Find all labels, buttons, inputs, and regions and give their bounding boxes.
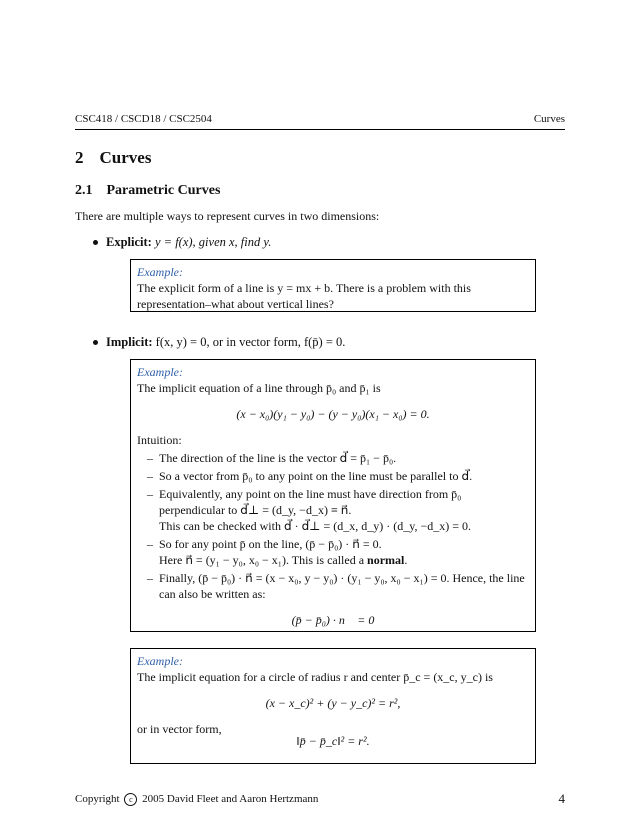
example-label: Example: (137, 654, 183, 668)
equation: (p̄ − p̄₀) · n⃗ = 0 (291, 613, 375, 627)
equation: (x − x_c)² + (y − y_c)² = r², (265, 696, 401, 710)
page-number: 4 (558, 791, 565, 806)
bullet-text: y = f(x), given x, find y. (154, 235, 272, 249)
copyright-icon: c (124, 793, 137, 806)
footer-copyright: Copyright (75, 793, 120, 805)
section-title-text: Curves (99, 148, 152, 167)
section-title (75, 148, 151, 168)
example-label: Example: (137, 265, 183, 279)
intuition-list (137, 450, 529, 602)
section-number: 2 (75, 148, 84, 167)
header-chapter: Curves (533, 113, 565, 125)
bullet-text: f(x, y) = 0, or in vector form, f(p̄) = 0. (155, 335, 346, 349)
equation: ‖p̄ − p̄_c‖² = r². (296, 734, 370, 748)
list-item: – So a vector from p̄₀ to any point on the line must be parallel to d⃗. (147, 468, 529, 484)
bullet-dot (93, 340, 98, 345)
example-text: representation–what about vertical lines? (137, 297, 334, 311)
list-item: – Finally, (p̄ − p̄₀) · n⃗ = (x − x₀, y − y₀) · (y₁ − y₀, x₀ − x₁) = 0. Hence, the line can also be written as: (147, 570, 529, 602)
bullet-explicit (93, 235, 271, 250)
example-text: The explicit form of a line is y = mx + b. There is a problem with this (137, 281, 471, 295)
intro-paragraph: There are multiple ways to represent curves in two dimensions: (75, 209, 380, 223)
list-item: – The direction of the line is the vector d⃗ = p̄₁ − p̄₀. (147, 450, 529, 466)
example-text: The implicit equation of a line through p̄₀ and p̄₁ is (137, 381, 381, 395)
subsection-title (75, 183, 220, 199)
bold-term: normal (367, 553, 405, 567)
example-text: or in vector form, (137, 722, 222, 736)
footer-authors: 2005 David Fleet and Aaron Hertzmann (142, 793, 319, 805)
header-rule (75, 129, 565, 130)
example-box-explicit (130, 259, 536, 312)
subsection-title-text: Parametric Curves (106, 183, 221, 198)
list-item-text: This can be checked with d⃗ · d⃗⊥ = (d_x, d_y) · (d_y, −d_x) = 0. (159, 519, 471, 533)
list-item-text: Equivalently, any point on the line must have direction from p̄₀ perpendicular to d⃗⊥ = (d_y, −d_x) ≡ n⃗. (159, 487, 462, 517)
example-text: The implicit equation for a circle of radius r and center p̄_c = (x_c, y_c) is (137, 670, 493, 684)
bullet-label: Implicit: (106, 335, 153, 349)
header-course: CSC418 / CSCD18 / CSC2504 (75, 113, 212, 125)
subsection-number: 2.1 (75, 183, 93, 198)
list-item (147, 486, 529, 534)
example-label: Example: (137, 365, 183, 379)
equation: (x − x₀)(y₁ − y₀) − (y − y₀)(x₁ − x₀) = 0. (236, 407, 430, 421)
list-item-text: Here n⃗ = (y₁ − y₀, x₀ − x₁). This is called a (159, 553, 365, 567)
example-box-line (130, 359, 536, 632)
bullet-label: Explicit: (106, 235, 152, 249)
bullet-implicit (93, 335, 345, 350)
list-item-text: So for any point p̄ on the line, (p̄ − p̄₀) · n⃗ = 0. (159, 537, 382, 551)
example-box-circle (130, 648, 536, 764)
intuition-label: Intuition: (137, 433, 182, 447)
bullet-dot (93, 240, 98, 245)
page-footer (75, 793, 565, 806)
list-item: – So for any point p̄ on the line, (p̄ − p̄₀) · n⃗ = 0. Here n⃗ = (y₁ − y₀, x₀ − x₁). This is called a normal. (147, 536, 529, 568)
